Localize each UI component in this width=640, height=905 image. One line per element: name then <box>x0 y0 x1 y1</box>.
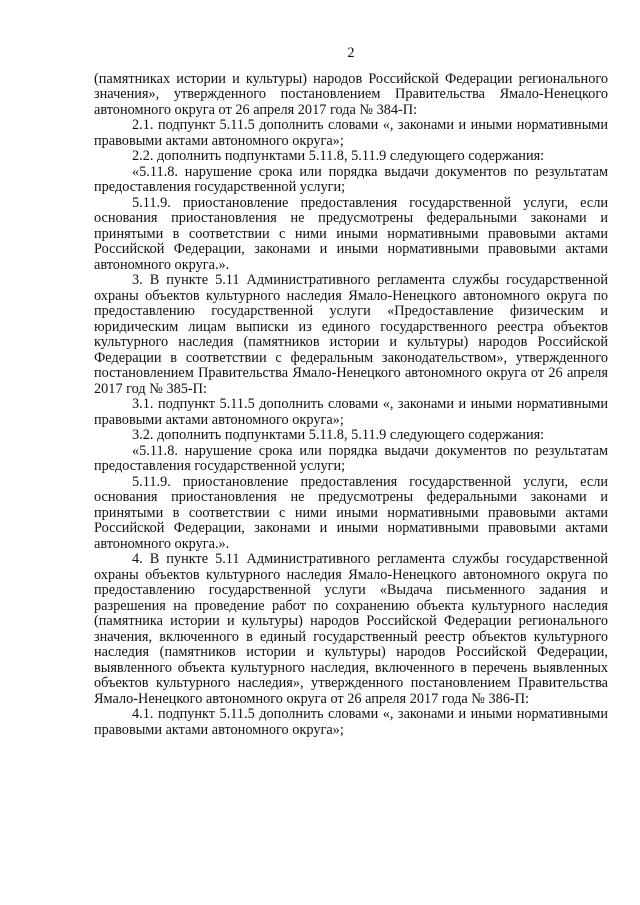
paragraph-4-1: 4.1. подпункт 5.11.5 дополнить словами «, законами и иными нормативными правовыми актами автономного округа»; <box>94 706 608 738</box>
paragraph-2-2: 2.2. дополнить подпунктами 5.11.8, 5.11.9 следующего содержания: <box>132 148 545 164</box>
paragraph-5-11-8-a: «5.11.8. нарушение срока или порядка выдачи документов по результатам предоставления государственной услуги; <box>94 163 608 195</box>
paragraph-5-11-9-a: 5.11.9. приостановление предоставления государственной услуги, если основания приостановления не предусмотрены федеральными законами и принятыми в соответствии с ними иными нормативными правовыми актами Российской Федерации, законами и иными нормативными правовыми актами автономного округа.». <box>94 194 608 273</box>
paragraph-4: 4. В пункте 5.11 Административного регламента службы государственной охраны объектов культурного наследия Ямало-Ненецкого автономного округа по предоставлению государственной услуги «Выдача письменного задания и разрешения на проведение работ по сохранению объекта культурного наследия (памятника истории и культуры) народов Российской Федерации регионального значения, включенного в единый государственный реестр объектов культурного наследия (памятников истории и культуры) народов Российской Федерации, выявленного объекта культурного наследия, включенного в перечень выявленных объектов культурного наследия», утвержденного постановлением Правительства Ямало-Ненецкого автономного округа от 26 апреля 2017 года № 386-П: <box>94 551 608 707</box>
paragraph-3-2: 3.2. дополнить подпунктами 5.11.8, 5.11.9 следующего содержания: <box>132 427 545 443</box>
paragraph-3-1: 3.1. подпункт 5.11.5 дополнить словами «, законами и иными нормативными правовыми актами автономного округа»; <box>94 396 608 428</box>
paragraph-5-11-8-b: «5.11.8. нарушение срока или порядка выдачи документов по результатам предоставления государственной услуги; <box>94 442 608 474</box>
paragraph-3: 3. В пункте 5.11 Административного регламента службы государственной охраны объектов культурного наследия Ямало-Ненецкого автономного округа по предоставлению государственной услуги «Предоставление физическим и юридическим лицам выписки из единого государственного реестра объектов культурного наследия (памятников истории и культуры) народов Российской Федерации в соответствии с федеральным законодательством», утвержденного постановлением Правительства Ямало-Ненецкого автономного округа от 26 апреля 2017 год № 385-П: <box>94 272 608 397</box>
paragraph-2-1: 2.1. подпункт 5.11.5 дополнить словами «, законами и иными нормативными правовыми актами автономного округа»; <box>94 117 608 149</box>
paragraph-continuation: (памятниках истории и культуры) народов Российской Федерации регионального значения», утвержденного постановлением Правительства Ямало-Ненецкого автономного округа от 26 апреля 2017 года № 384-П: <box>94 70 608 118</box>
page-number: 2 <box>347 45 355 61</box>
paragraph-5-11-9-b: 5.11.9. приостановление предоставления государственной услуги, если основания приостановления не предусмотрены федеральными законами и принятыми в соответствии с ними иными нормативными правовыми актами Российской Федерации, законами и иными нормативными правовыми актами автономного округа.». <box>94 473 608 552</box>
